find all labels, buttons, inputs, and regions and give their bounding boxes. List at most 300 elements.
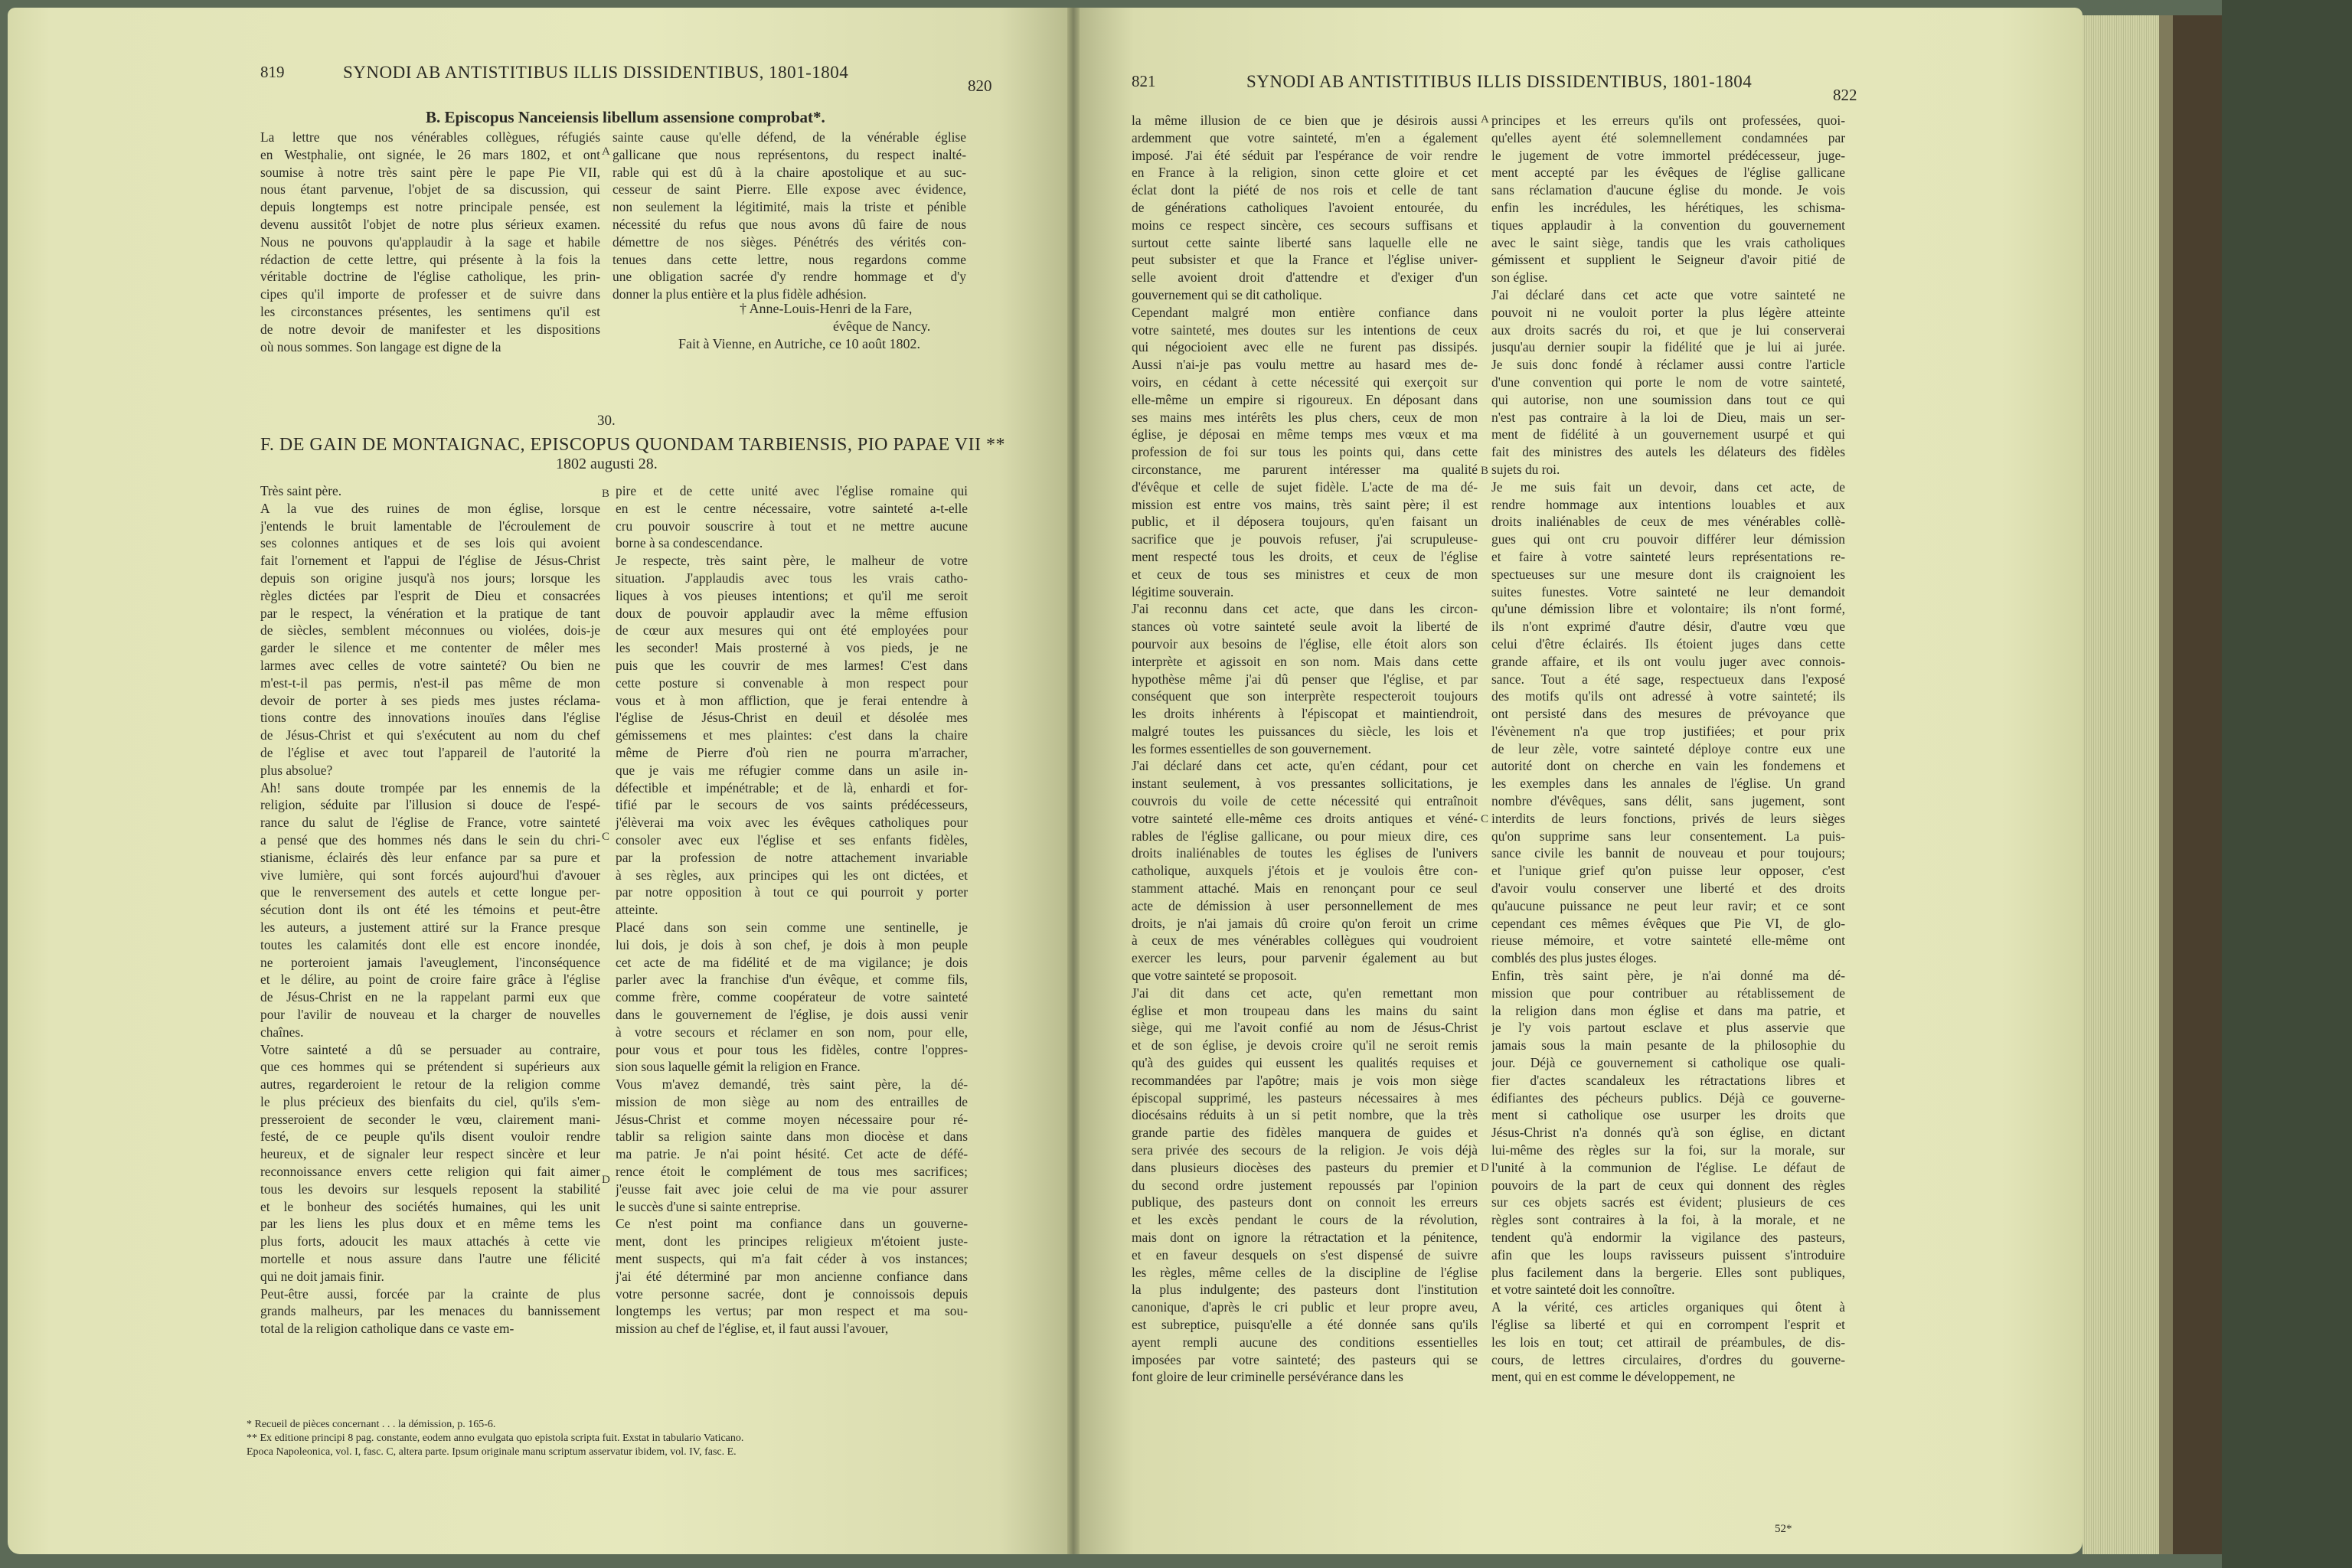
text-line: lui-même des règles sur la foi, sur la morale, sur [1491, 1142, 1845, 1158]
text-line: de l'église et avec tout l'appareil de l'autorité la [260, 744, 600, 760]
text-line: que ces hommes qui se prétendent si supérieurs aux [260, 1059, 600, 1075]
text-line: où nous sommes. Son langage est digne de la [260, 338, 501, 354]
text-line: tous les devoirs sur lesquels reposent la stabilité [260, 1181, 600, 1197]
text-line: et l'unique grief qu'on puisse leur opposer, c'est [1491, 863, 1845, 879]
text-line: les auteurs, a justement attiré sur la France presque [260, 919, 600, 935]
text-line: qui ne doit jamais finir. [260, 1268, 384, 1284]
column-number: 820 [968, 77, 992, 95]
text-line: a pensé que des hommes nés dans le sein du chri- [260, 831, 600, 848]
text-line: tifié par le secours de vos saints prédécesseurs, [616, 797, 968, 813]
page-edges [2082, 15, 2159, 1554]
text-line: et votre sainteté doit les connoître. [1491, 1282, 1675, 1298]
text-line: instant seulement, à vos pressantes sollicitations, je [1132, 776, 1478, 792]
text-line: j'élèverai ma voix avec les évêques catholiques pour [616, 815, 968, 831]
text-line: de cœur aux mesures qui ont été employées pour [616, 622, 968, 639]
text-line: grande partie des fidèles manquera de guides et [1132, 1125, 1478, 1141]
text-line: droits inaliénables de ceux de mes vénérables collè- [1491, 514, 1845, 530]
text-line: atteinte. [616, 902, 658, 918]
text-line: vous et à mon affliction, que je ferai entendre à [616, 692, 968, 708]
text-line: imposé. J'ai été séduit par l'espérance de voir rendre [1132, 147, 1478, 163]
text-line: pour l'avilir de nouveau et la charger de nouvelles [260, 1006, 600, 1022]
text-line: ment respecté tous les droits, et ceux de l'église [1132, 548, 1478, 564]
background [2222, 0, 2352, 1568]
text-line: religion, séduite par l'illusion si douce de l'espé- [260, 797, 600, 813]
text-line: jour. Déjà ce gouvernement si catholique ose quali- [1491, 1055, 1845, 1071]
text-line: devenu aussitôt l'objet de notre plus sérieux examen. [260, 216, 600, 232]
text-line: cependant ces mêmes évêques que Pie VI, de glo- [1491, 915, 1845, 931]
text-line: sans réclamation d'aucune église du monde. Je vois [1491, 182, 1845, 198]
text-line: couvrois du voile de cette nécessité qui entraînoit [1132, 793, 1478, 809]
text-line: le succès d'une si sainte entreprise. [616, 1198, 801, 1214]
text-line: de siècles, semblent méconnues ou violées, dois-je [260, 622, 600, 639]
text-line: le plus précieux des bienfaits du ciel, qu'ils s'em- [260, 1093, 600, 1109]
text-column [260, 482, 600, 1338]
text-line: siège, qui me l'avoit confié au nom de Jésus-Christ [1132, 1020, 1478, 1036]
text-line: gouvernement qui se dit catholique. [1132, 286, 1322, 302]
text-line: chaînes. [260, 1024, 304, 1040]
footnotes [247, 1418, 974, 1459]
text-line: j'entends le bruit lamentable de l'écroulement de [260, 518, 600, 534]
text-line: La lettre que nos vénérables collègues, réfugiés [260, 129, 600, 145]
text-line: puis que les couvrir de mes larmes! C'est dans [616, 657, 968, 673]
text-line: consoler avec eux l'église et ses enfants fidèles, [616, 831, 968, 848]
text-line: nous étant parvenue, l'objet de sa discussion, qui [260, 181, 600, 198]
text-line: principes et les erreurs qu'ils ont professées, quoi- [1491, 113, 1845, 128]
text-line: d'une convention qui porte le nom de votre sainteté, [1491, 374, 1845, 390]
text-line: les seconder! Mais prosterné à vos pieds, je ne [616, 640, 968, 656]
text-line: sacrifice que je pouvois refuser, j'ai scrupuleuse- [1132, 531, 1478, 547]
margin-letter: D [602, 1174, 610, 1186]
text-line: Je suis donc fondé à réclamer aussi contre l'article [1491, 357, 1845, 373]
document-date: 1802 augusti 28. [556, 456, 658, 472]
text-line: à votre secours et réclamer en son nom, pour elle, [616, 1024, 968, 1040]
text-line: n'est pas contraire à la loi de Dieu, mais un ser- [1491, 409, 1845, 425]
text-line: et de son église, je devois croire qu'il ne seroit remis [1132, 1037, 1478, 1054]
signature: † Anne-Louis-Henri de la Fare, [740, 301, 913, 316]
text-line: règles dictées par l'esprit de Dieu et consacrées [260, 587, 600, 603]
text-line: sécution dont ils ont été les témoins et peut-être [260, 902, 600, 918]
text-line: circonstance, me parurent intéresser ma qualité [1132, 461, 1478, 477]
text-line: cet acte de ma fidélité et de ma vigilance; je dois [616, 954, 968, 970]
text-line: non seulement la légitimité, mais la triste et pénible [612, 199, 966, 215]
text-line: Ah! sans doute trompée par les ennemis de la [260, 779, 600, 795]
text-line: hypothèse même j'ai dû penser que l'église, et par [1132, 671, 1478, 687]
column-number: 821 [1132, 72, 1156, 90]
text-line: larmes avec celles de votre sainteté? Ou bien ne [260, 657, 600, 673]
text-line: ment de fidélité à un gouvernement usurpé et qui [1491, 426, 1845, 443]
text-line: pouvoirs de la part de ceux qui donnent des règles [1491, 1177, 1845, 1193]
text-line: soumise à notre très saint père le pape Pie VII, [260, 164, 600, 180]
margin-letter: A [602, 145, 610, 158]
text-line: Jésus-Christ n'a donnés qu'à son église, en dictant [1491, 1125, 1845, 1141]
text-line: qui négocioient avec elle ne furent pas dissipés. [1132, 339, 1478, 355]
text-line: la même illusion de ce bien que je désirois aussi [1132, 113, 1478, 128]
text-line: gémissemens et mes plaintes: c'est dans la chaire [616, 727, 968, 743]
text-line: les droits inhérents à l'épiscopat et maintiendroit, [1132, 706, 1478, 722]
text-line: suites funestes. Votre sainteté ne leur demandoit [1491, 583, 1845, 599]
text-line: conséquent que son interprète respecteroit toujours [1132, 688, 1478, 704]
text-line: cru pouvoir souscrire à tout et ne mettre aucune [616, 518, 968, 534]
text-line: par les liens les plus doux et en même tems les [260, 1216, 600, 1232]
text-line: jusqu'au dernier soupir la fidélité que je lui ai jurée. [1491, 339, 1845, 355]
text-line: elle-même un empire si rigoureux. En déposant dans [1132, 391, 1478, 407]
text-line: rence étoit le complément de tous mes sacrifices; [616, 1164, 968, 1180]
column-number: 819 [260, 63, 285, 81]
text-line: et le délire, au point de croire faire grâce à l'église [260, 972, 600, 988]
text-line: comme frère, comme coopérateur de votre sainteté [616, 989, 968, 1005]
text-line: droits, je n'ai jamais dû croire qu'on feroit un crime [1132, 915, 1478, 931]
text-line: qu'à des guides qui eussent les qualités requises et [1132, 1055, 1478, 1071]
text-line: stamment attaché. Mais en renonçant pour ce seul [1132, 880, 1478, 897]
margin-letter: C [602, 831, 610, 843]
text-line: liques à vos pieuses intentions; et qu'il me seroit [616, 587, 968, 603]
text-line: que votre sainteté se proposoit. [1132, 968, 1297, 984]
text-line: depuis son origine jusqu'à nos jours; lorsque les [260, 570, 600, 586]
running-title: SYNODI AB ANTISTITIBUS ILLIS DISSIDENTIBUS, 1801-1804 [1246, 72, 1753, 91]
text-line: les exemples dans les annales de l'église. Un grand [1491, 776, 1845, 792]
text-line: exercer les leurs, pour parvenir également au but [1132, 950, 1478, 966]
text-line: la religion dans mon église et dans ma patrie, et [1491, 1002, 1845, 1018]
margin-letter: B [602, 488, 610, 500]
text-line: ment, dont les principes religieux m'étoient juste- [616, 1233, 968, 1250]
text-line: épiscopal supprimé, les pasteurs nécessaires à mes [1132, 1089, 1478, 1106]
text-line: vive lumière, qui sont forcés aujourd'hui d'avouer [260, 867, 600, 883]
text-line: fait l'ornement et l'appui de l'église de Jésus-Christ [260, 553, 600, 569]
text-line: une obligation sacrée d'y rendre hommage et d'y [612, 269, 966, 285]
text-line: jamais sous la main pesante de la philosophie du [1491, 1037, 1845, 1054]
text-line: selle avoient droit d'attendre et d'exiger d'un [1132, 270, 1478, 286]
signature-place: Fait à Vienne, en Autriche, ce 10 août 1802. [678, 336, 921, 351]
text-line: lui dois, je dois à son chef, je dois à mon peuple [616, 936, 968, 952]
text-line: qu'aucune puissance ne peut leur ravir; et ce sont [1491, 897, 1845, 913]
text-line: église, je déposai en même temps mes vœux et ma [1132, 426, 1478, 443]
footnote-line: Epoca Napoleonica, vol. I, fasc. C, altera parte. Ipsum originale manu scriptum asservatur ibidem, vol. IV, fasc. E. [247, 1446, 737, 1458]
margin-letter: B [1481, 465, 1489, 477]
text-line: Placé dans son sein comme une sentinelle, je [616, 919, 968, 935]
text-line: donner la plus entière et la plus fidèle adhésion. [612, 286, 867, 302]
text-line: interdits de leurs fonctions, privés de leurs sièges [1491, 810, 1845, 826]
text-line: mortelle et nous assure dans l'autre une félicité [260, 1251, 600, 1267]
margin-letter: A [1481, 113, 1489, 126]
cover-edge [2159, 15, 2173, 1554]
text-line: de Jésus-Christ en ne la rappelant parmi eux que [260, 989, 600, 1005]
text-line: ment, qui en est comme le développement, ne [1491, 1369, 1736, 1385]
text-line: depuis longtemps est notre principale pensée, est [260, 199, 600, 215]
text-line: dans le gouvernement de l'église, je dois aussi venir [616, 1006, 968, 1022]
text-line: J'ai reconnu dans cet acte, que dans les circon- [1132, 601, 1478, 617]
text-line: Très saint père. [260, 483, 342, 498]
text-line: stianisme, éclairés dès leur enfance par sa pure et [260, 849, 600, 865]
text-line: J'ai déclaré dans cet acte que votre sainteté ne [1491, 286, 1845, 302]
text-line: en France à la religion, sinon cette gloire et cet [1132, 165, 1478, 181]
text-line: canonique, d'après le cri public et leur propre aveu, [1132, 1299, 1478, 1315]
text-line: votre sainteté, mes doutes sur les intentions de ceux [1132, 322, 1478, 338]
text-line: à ceux de mes vénérables collègues qui voudroient [1132, 933, 1478, 949]
text-line: catholique, auxquels j'étois et je voulois être con- [1132, 863, 1478, 879]
text-line: qu'une démission libre et volontaire; ils n'ont formé, [1491, 601, 1845, 617]
text-line: toutes les calamités dont elle est encore inondée, [260, 936, 600, 952]
text-column [1132, 112, 1478, 1386]
text-line: qu'elles ayent été solemnellement condamnées par [1491, 129, 1845, 145]
text-line: j'ai été déterminé par mon ancienne confiance dans [616, 1268, 968, 1284]
text-line: ont persisté dans des mesures de prévoyance que [1491, 706, 1845, 722]
text-line: rable qui est dû à la chaire apostolique et au suc- [612, 164, 966, 180]
text-line: sainte cause qu'elle défend, de la vénérable église [612, 129, 966, 145]
text-line: ils n'ont exprimé d'autre désir, d'autre vœu que [1491, 619, 1845, 635]
text-column [1491, 112, 1845, 1386]
text-line: peut subsister et que la France et l'église univer- [1132, 252, 1478, 268]
margin-letter: D [1481, 1161, 1489, 1174]
text-line: d'évêque et celle de sujet fidèle. L'acte de ma dé- [1132, 479, 1478, 495]
text-line: plus facilement dans la bergerie. Elles sont publiques, [1491, 1264, 1845, 1280]
text-line: Aussi n'ai-je pas voulu mettre au hasard mes de- [1132, 357, 1478, 373]
text-line: parler avec la franchise d'un évêque, et comme fils, [616, 972, 968, 988]
text-line: de leur zèle, votre sainteté déploye contre eux une [1491, 740, 1845, 756]
text-line: son église. [1491, 270, 1548, 286]
text-line: ne porteroient jamais l'aveuglement, l'inconséquence [260, 954, 600, 970]
text-line: les formes essentielles de son gouvernement. [1132, 740, 1371, 756]
text-line: nécessité du refus que nous avons dû faire de nous [612, 216, 966, 232]
text-line: sion sous laquelle gémit la religion en France. [616, 1059, 861, 1075]
text-line: public, et il déposera toujours, qu'en faisant un [1132, 514, 1478, 530]
text-line: presseroient de seconder le vœu, clairement mani- [260, 1111, 600, 1127]
text-line: surtout cette sainte liberté sans laquelle elle ne [1132, 234, 1478, 250]
text-line: A la vérité, ces articles organiques qui ôtent à [1491, 1299, 1845, 1315]
text-line: mission de mon siège au nom des entrailles de [616, 1093, 968, 1109]
text-line: fier d'actes scandaleux les rétractations libres et [1491, 1072, 1845, 1088]
book-gutter [1067, 8, 1080, 1554]
text-line: règles sont contraires à la foi, à la morale, et ne [1491, 1212, 1845, 1228]
text-line: des motifs qu'ils ont adressé à votre sainteté; ils [1491, 688, 1845, 704]
text-line: fait des ministres des autels les délateurs des fidèles [1491, 444, 1845, 460]
text-line: pourvoir aux besoins de l'église, elle étoit alors son [1132, 635, 1478, 652]
text-line: l'évènement n'a que trop justifiées; et pour prix [1491, 723, 1845, 739]
text-line: l'église sa liberté et qui en corrompent l'esprit et [1491, 1316, 1845, 1332]
text-line: celui d'être éclairés. Ils étoient juges dans cette [1491, 635, 1845, 652]
text-line: tendent qu'à endormir la vigilance des pasteurs, [1491, 1230, 1845, 1245]
text-line: spectueuses sur une mesure dont ils craignoient les [1491, 566, 1845, 582]
text-line: avec le saint siège, tandis que les vrais catholiques [1491, 234, 1845, 250]
text-line: que je vais me réfugier comme dans un asile in- [616, 762, 968, 778]
text-line: éclat dont la piété de nos rois et celle de tant [1132, 182, 1478, 198]
text-line: ment suspects, qui m'a fait céder à vos instances; [616, 1251, 968, 1267]
text-line: interprète et agissoit en son nom. Mais dans cette [1132, 653, 1478, 669]
section-heading: B. Episcopus Nanceiensis libellum assensione comprobat*. [426, 108, 825, 126]
text-line: borne à sa condescendance. [616, 535, 763, 551]
text-line: votre sainteté elle-même ces droits antiques et véné- [1132, 810, 1478, 826]
text-line: profession de foi sur tous les points qui, dans cette [1132, 444, 1478, 460]
text-line: imposées par votre sainteté; des pasteurs qui se [1132, 1351, 1478, 1367]
text-line: le jugement de votre immortel prédécesseur, juge- [1491, 147, 1845, 163]
text-line: heureux, et de signaler leur respect sincère et leur [260, 1146, 600, 1162]
text-line: pire et de cette unité avec l'église romaine qui [616, 483, 968, 498]
text-line: de générations catholiques l'avoient entourée, du [1132, 199, 1478, 215]
text-line: plus absolue? [260, 762, 333, 778]
text-line: recommandées par l'apôtre; mais je vois mon siège [1132, 1072, 1478, 1088]
text-line: gémissent et supplient le Seigneur d'avoir pitié de [1491, 252, 1845, 268]
text-line: la plus indulgente; des pasteurs dont l'institution [1132, 1282, 1478, 1298]
text-line: les règles, même celles de la discipline de l'église [1132, 1264, 1478, 1280]
text-line: autres, regarderoient le retour de la religion comme [260, 1076, 600, 1093]
text-column [260, 129, 600, 355]
column-number: 822 [1833, 86, 1857, 104]
text-line: dans plusieurs diocèses des pasteurs du premier et [1132, 1159, 1478, 1175]
text-line: ses mains mes intérêts les plus chers, ceux de mon [1132, 409, 1478, 425]
text-line: sance. Tout a été sage, respectueux dans l'exposé [1491, 671, 1845, 687]
text-line: mission est entre vos mains, très saint père; il est [1132, 496, 1478, 512]
text-line: Peut-être aussi, forcée par la crainte de plus [260, 1285, 600, 1302]
text-line: de Jésus-Christ et qui s'exécutent au nom du chef [260, 727, 600, 743]
text-line: en Westphalie, ont signée, le 26 mars 1802, et ont [260, 146, 600, 162]
text-line: défectible et impénétrable; et de là, enhardi et for- [616, 779, 968, 795]
text-line: et en faveur desquels on s'est dispensé de suivre [1132, 1246, 1478, 1263]
text-line: ment si catholique ose usurper les droits que [1491, 1107, 1845, 1123]
footnote-line: ** Ex editione principi 8 pag. constante, eodem anno evulgata quo epistola scripta fuit. Exstat in tabulario Vaticano. [247, 1432, 744, 1444]
text-line: aux droits sacrés du roi, et que je lui conserverai [1491, 322, 1845, 338]
text-line: l'église de Jésus-Christ en deuil et désolée mes [616, 710, 968, 726]
text-line: en est le centre nécessaire, votre sainteté a-t-elle [616, 500, 968, 516]
text-line: publique, des pasteurs dont on connoit les erreurs [1132, 1194, 1478, 1210]
text-line: diocésains réduits à un si petit nombre, que la très [1132, 1107, 1478, 1123]
text-line: même de Pierre d'où rien ne pourra m'arracher, [616, 744, 968, 760]
text-line: ment accepté par les évêques de l'église gallicane [1491, 165, 1845, 181]
text-line: droits inaliénables de toutes les églises de l'univers [1132, 845, 1478, 861]
text-line: pouvoit ni ne vouloit porter la plus légère atteinte [1491, 304, 1845, 320]
text-line: par notre opposition à tout ce qui pourroit y porter [616, 884, 968, 900]
text-line: et ceux de tous ses ministres et ceux de mon [1132, 566, 1478, 582]
text-line: stances où votre sainteté seule avoit la liberté de [1132, 619, 1478, 635]
text-line: font gloire de leur criminelle persévérance dans les [1132, 1369, 1403, 1385]
text-line: légitime souverain. [1132, 583, 1234, 599]
text-line: rance du salut de l'église de France, votre sainteté [260, 815, 600, 831]
text-line: Enfin, très saint père, je n'ai donné ma dé- [1491, 968, 1845, 984]
text-line: plus forts, adoucit les maux attachés à cette vie [260, 1233, 600, 1250]
text-line: par le respect, la vénération et la pratique de tant [260, 605, 600, 621]
text-line: ardemment que votre sainteté, m'en a également [1132, 129, 1478, 145]
text-line: ses colonnes antiques et de ses lois qui avoient [260, 535, 600, 551]
text-line: cesseur de saint Pierre. Elle expose avec évidence, [612, 181, 966, 198]
text-line: sujets du roi. [1491, 461, 1560, 477]
footnote-line: * Recueil de pièces concernant . . . la démission, p. 165-6. [247, 1419, 496, 1430]
text-line: j'eusse fait avec joie celui de ma vie pour assurer [616, 1181, 968, 1197]
text-line: rédaction de cette lettre, qui présente à la fois la [260, 251, 600, 267]
signature-title: évêque de Nancy. [833, 318, 931, 334]
text-line: et faire à votre sainteté leurs représentations re- [1491, 548, 1845, 564]
text-column [616, 482, 968, 1338]
text-line: rieuse mémoire, et votre sainteté elle-même ont [1491, 933, 1845, 949]
text-line: sance civile les bannit de nouveau et pour toujours; [1491, 845, 1845, 861]
text-line: afin que les loups ravisseurs puissent s'introduire [1491, 1246, 1845, 1263]
text-line: véritable doctrine de l'église catholique, les prin- [260, 269, 600, 285]
text-line: gallicane que nous représentons, du respect inalté- [612, 146, 966, 162]
text-line: que le renversement des autels et cette longue per- [260, 884, 600, 900]
text-line: acte de démission à user personnellement de mes [1132, 897, 1478, 913]
text-line: autorité dont on cherche en vain les fondemens et [1491, 758, 1845, 774]
text-line: Votre sainteté a dû se persuader au contraire, [260, 1041, 600, 1057]
text-line: est subreptice, puisqu'elle a été donnée sans qu'ils [1132, 1316, 1478, 1332]
text-line: les lois en tout; cet attirail de préambules, de dis- [1491, 1334, 1845, 1350]
text-line: festé, de ce peuple qu'ils disent vouloir rendre [260, 1129, 600, 1145]
document-number: 30. [597, 413, 616, 429]
text-line: votre personne sacrée, dont je connoissois depuis [616, 1285, 968, 1302]
signature-mark: 52* [1775, 1523, 1792, 1535]
text-line: ma patrie. Je n'ai point hésité. Cet acte de défé- [616, 1146, 968, 1162]
text-line: mission au chef de l'église, et, il faut aussi l'avouer, [616, 1321, 889, 1337]
text-line: A la vue des ruines de mon église, lorsque [260, 500, 600, 516]
text-line: édifiantes des pécheurs publics. Déjà ce gouverne- [1491, 1089, 1845, 1106]
document-title: F. DE GAIN DE MONTAIGNAC, EPISCOPUS QUONDAM TARBIENSIS, PIO PAPAE VII ** [260, 435, 1006, 455]
text-line: doux de pouvoir applaudir avec la même effusion [616, 605, 968, 621]
text-line: J'ai déclaré dans cet acte, qu'en cédant, pour cet [1132, 758, 1478, 774]
text-line: l'unité à la communion de l'église. Le défaut de [1491, 1159, 1845, 1175]
text-line: rables de l'église gallicane, ou pour mieux dire, ces [1132, 828, 1478, 844]
text-line: démettre de nos sièges. Pénétrés des vérités con- [612, 234, 966, 250]
text-line: voirs, en cédant à cette nécessité qui exerçoit sur [1132, 374, 1478, 390]
text-line: à ses règles, aux principes qui les ont dictées, et [616, 867, 968, 883]
text-line: sur ces objets sacrés est évident; plusieurs de ces [1491, 1194, 1845, 1210]
running-title: SYNODI AB ANTISTITIBUS ILLIS DISSIDENTIBUS, 1801-1804 [343, 63, 849, 82]
text-line: Je me suis fait un devoir, dans cet acte, de [1491, 479, 1845, 495]
text-line: tablir sa religion sainte dans mon diocèse et dans [616, 1129, 968, 1145]
text-line: tions contre des innovations inouïes dans l'église [260, 710, 600, 726]
text-line: tenues dans cette lettre, nous regardons comme [612, 251, 966, 267]
text-line: cette posture si convenable à mon respect pour [616, 675, 968, 691]
text-line: rendre hommage aux intentions louables et aux [1491, 496, 1845, 512]
text-line: qui autorise, non une soumission dans tout ce qui [1491, 391, 1845, 407]
text-line: grande affaire, et ils ont voulu juger avec connois- [1491, 653, 1845, 669]
text-line: moins ce respect sincère, ces secours suffisans et [1132, 217, 1478, 233]
text-line: qu'on supprime sans leur consentement. La puis- [1491, 828, 1845, 844]
text-line: reconnoissance envers cette religion qui fait aimer [260, 1164, 600, 1180]
text-line: m'est-t-il pas permis, n'est-il pas même de mon [260, 675, 600, 691]
text-line: par la profession de notre attachement invariable [616, 849, 968, 865]
text-line: tiques applaudir à la convention du gouvernement [1491, 217, 1845, 233]
text-line: gues qui ont cru pouvoir différer leur démission [1491, 531, 1845, 547]
text-line: du second ordre justement repoussés par l'opinion [1132, 1177, 1478, 1193]
text-line: Je respecte, très saint père, le malheur de votre [616, 553, 968, 569]
text-line: longtemps les vertus; par mon respect et ma sou- [616, 1303, 968, 1319]
text-line: enfin les incrédules, les hérétiques, les schisma- [1491, 199, 1845, 215]
margin-letter: C [1481, 813, 1489, 825]
text-line: je l'y vois partout esclave et plus asservie que [1491, 1020, 1845, 1036]
text-line: ayent rempli aucune des conditions essentielles [1132, 1334, 1478, 1350]
text-line: grands malheurs, par les menaces du bannissement [260, 1303, 600, 1319]
text-line: Cependant malgré mon entière confiance dans [1132, 304, 1478, 320]
text-line: total de la religion catholique dans ce vaste em- [260, 1321, 514, 1337]
text-line: église et mon troupeau dans les mains du saint [1132, 1002, 1478, 1018]
text-line: comblés des plus justes éloges. [1491, 950, 1657, 966]
text-line: d'avoir voulu conserver une liberté et des droits [1491, 880, 1845, 897]
text-line: cipes qu'il importe de professer et de suivre dans [260, 286, 600, 302]
text-line: les circonstances présentes, les sentimens qu'il est [260, 303, 600, 319]
text-line: mais dont on ignore la rétractation et la pénitence, [1132, 1230, 1478, 1245]
text-line: Ce n'est point ma confiance dans un gouverne- [616, 1216, 968, 1232]
text-line: Nous ne pouvons qu'applaudir à la sage et habile [260, 234, 600, 250]
text-line: et le bonheur des sociétés humaines, qui les unit [260, 1198, 600, 1214]
text-line: Vous m'avez demandé, très saint père, la dé- [616, 1076, 968, 1093]
text-line: Jésus-Christ et comme moyen nécessaire pour ré- [616, 1111, 968, 1127]
text-line: mission que pour contribuer au rétablissement de [1491, 985, 1845, 1001]
text-line: sera privée des secours de la religion. Je vois déjà [1132, 1142, 1478, 1158]
text-line: de notre devoir de manifester et les dispositions [260, 321, 600, 337]
text-line: situation. J'applaudis avec tous les vrais catho- [616, 570, 968, 586]
text-line: pour vous et pour tous les fidèles, contre l'oppres- [616, 1041, 968, 1057]
book-cover [2173, 15, 2222, 1554]
text-line: et les excès pendant le cours de la révolution, [1132, 1212, 1478, 1228]
text-line: J'ai dit dans cet acte, qu'en remettant mon [1132, 985, 1478, 1001]
text-line: devoir de porter à ses pieds mes justes réclama- [260, 692, 600, 708]
text-line: malgré toutes les puissances du siècle, les lois et [1132, 723, 1478, 739]
